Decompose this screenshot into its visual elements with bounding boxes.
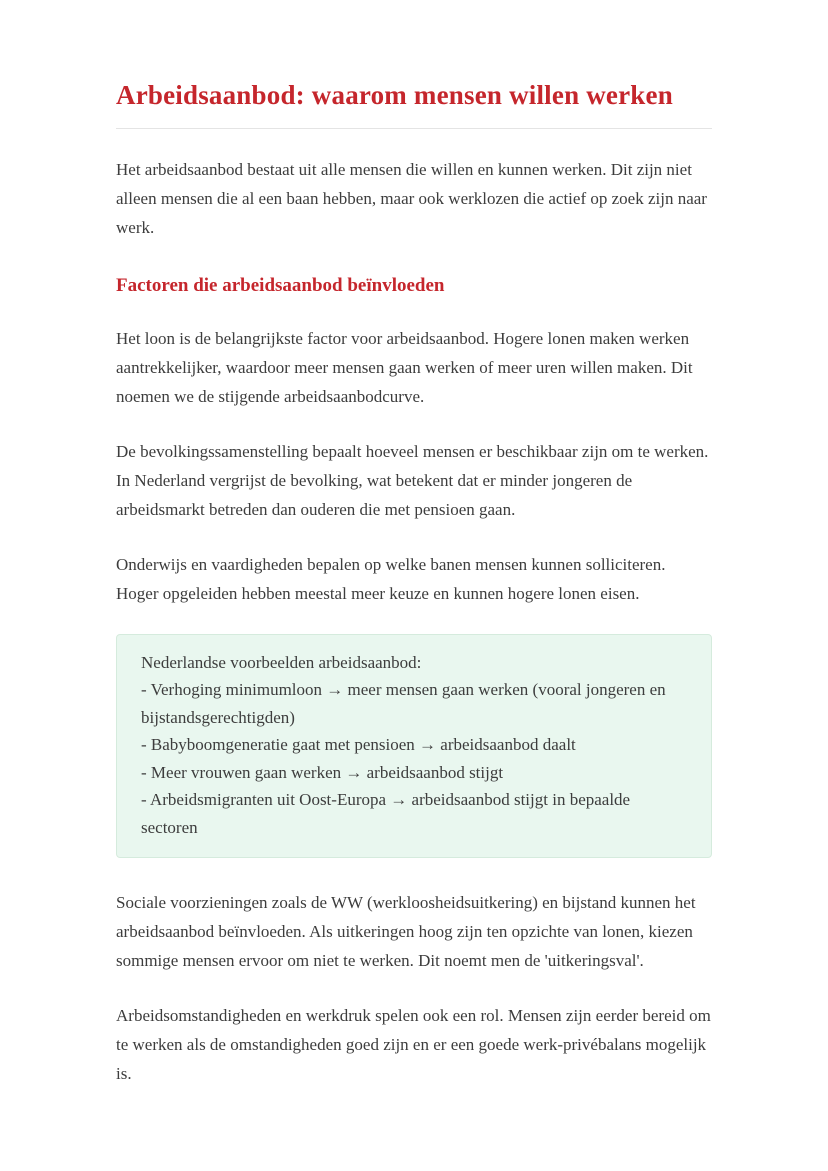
page-title: Arbeidsaanbod: waarom mensen willen werken bbox=[116, 80, 673, 110]
body-paragraph: Onderwijs en vaardigheden bepalen op welke banen mensen kunnen solliciteren. Hoger opgeleiden hebben meestal meer keuze en kunnen hogere lonen eisen. bbox=[116, 554, 666, 603]
example-box-title: Nederlandse voorbeelden arbeidsaanbod: bbox=[141, 652, 422, 672]
example-box-item: - Verhoging minimumloon → meer mensen gaan werken (vooral jongeren en bijstandsgerechtigden) bbox=[141, 680, 666, 727]
example-box-item: - Arbeidsmigranten uit Oost-Europa → arbeidsaanbod stijgt in bepaalde sectoren bbox=[141, 790, 631, 837]
document-content bbox=[116, 0, 712, 1088]
body-paragraph: Arbeidsomstandigheden en werkdruk spelen ook een rol. Mensen zijn eerder bereid om te werken als de omstandigheden goed zijn en er een goede werk-privébalans mogelijk is. bbox=[116, 1006, 711, 1084]
closing-section bbox=[116, 888, 712, 1088]
body-paragraph: De bevolkingssamenstelling bepaalt hoeveel mensen er beschikbaar zijn om te werken. In Nederland vergrijst de bevolking, wat betekent dat er minder jongeren de arbeidsmarkt betreden dan ouderen die met pensioen gaan. bbox=[116, 441, 709, 519]
body-paragraph: Het loon is de belangrijkste factor voor arbeidsaanbod. Hogere lonen maken werken aantrekkelijker, waardoor meer mensen gaan werken of meer uren willen maken. Dit noemen we de stijgende arbeidsaanbodcurve. bbox=[116, 328, 693, 406]
body-paragraph: Sociale voorzieningen zoals de WW (werkloosheidsuitkering) en bijstand kunnen het arbeidsaanbod beïnvloeden. Als uitkeringen hoog zijn ten opzichte van lonen, kiezen sommige mensen ervoor om niet te werken. Dit noemt men de 'uitkeringsval'. bbox=[116, 893, 696, 971]
example-box-item: - Babyboomgeneratie gaat met pensioen → arbeidsaanbod daalt bbox=[141, 735, 576, 755]
example-box bbox=[116, 634, 712, 859]
section-heading: Factoren die arbeidsaanbod beïnvloeden bbox=[116, 275, 445, 297]
intro-paragraph: Het arbeidsaanbod bestaat uit alle mensen die willen en kunnen werken. Dit zijn niet alleen mensen die al een baan hebben, maar ook werklozen die actief op zoek zijn naar werk. bbox=[116, 160, 707, 238]
example-box-item: - Meer vrouwen gaan werken → arbeidsaanbod stijgt bbox=[141, 762, 504, 782]
title-divider bbox=[116, 128, 712, 129]
